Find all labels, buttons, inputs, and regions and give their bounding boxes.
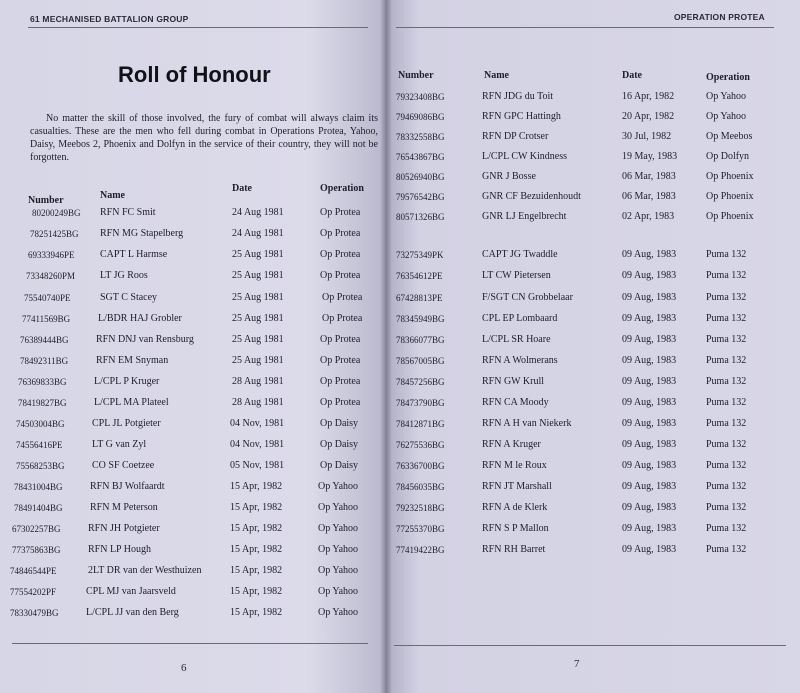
- footer-rule-left: [12, 643, 368, 644]
- col-header-number: Number: [28, 195, 64, 206]
- rank-name: RFN JDG du Toit: [482, 91, 554, 102]
- operation: Puma 132: [706, 460, 747, 471]
- rank-name: GNR LJ Engelbrecht: [482, 211, 567, 222]
- operation: Op Yahoo: [318, 481, 359, 492]
- service-number: 79469086BG: [396, 112, 445, 122]
- operation: Op Yahoo: [318, 544, 359, 555]
- table-row: [386, 436, 796, 454]
- rank-name: CPL EP Lombaard: [482, 313, 558, 324]
- table-row: [386, 246, 796, 264]
- date: 09 Aug, 1983: [622, 313, 677, 324]
- operation: Op Daisy: [320, 418, 359, 429]
- date: 25 Aug 1981: [232, 270, 284, 281]
- rank-name: L/CPL P Kruger: [94, 376, 160, 387]
- service-number: 78332558BG: [396, 132, 445, 142]
- date: 15 Apr, 1982: [230, 607, 283, 618]
- rank-name: RFN EM Snyman: [96, 355, 169, 366]
- rank-name: L/CPL CW Kindness: [482, 151, 568, 162]
- rank-name: RFN FC Smit: [100, 207, 156, 218]
- table-row: [0, 204, 380, 222]
- rank-name: LT JG Roos: [100, 270, 148, 281]
- rank-name: RFN JH Potgieter: [88, 523, 160, 534]
- service-number: 77255370BG: [396, 524, 445, 534]
- operation: Op Yahoo: [706, 91, 747, 102]
- service-number: 77419422BG: [396, 545, 445, 555]
- rank-name: LT G van Zyl: [92, 439, 147, 450]
- table-row: [0, 478, 380, 496]
- operation: Puma 132: [706, 502, 747, 513]
- table-row: [0, 352, 380, 370]
- table-row: [0, 289, 380, 307]
- table-row: [386, 148, 796, 166]
- operation: Op Yahoo: [318, 502, 359, 513]
- operation: Op Protea: [320, 376, 361, 387]
- operation: Puma 132: [706, 249, 747, 260]
- date: 19 May, 1983: [622, 151, 678, 162]
- service-number: 76336700BG: [396, 461, 445, 471]
- rank-name: CPL JL Potgieter: [92, 418, 161, 429]
- operation: Puma 132: [706, 334, 747, 345]
- service-number: 67428813PE: [396, 293, 443, 303]
- table-row: [0, 415, 380, 433]
- table-row: [0, 225, 380, 243]
- rank-name: RFN LP Hough: [88, 544, 151, 555]
- date: 25 Aug 1981: [232, 313, 284, 324]
- date: 04 Nov, 1981: [230, 439, 285, 450]
- service-number: 78473790BG: [396, 398, 445, 408]
- operation: Op Protea: [320, 228, 361, 239]
- operation: Op Phoenix: [706, 191, 754, 202]
- operation: Op Yahoo: [318, 565, 359, 576]
- service-number: 77554202PF: [10, 587, 57, 597]
- table-row: [386, 168, 796, 186]
- operation: Op Protea: [322, 292, 363, 303]
- rank-name: CPL MJ van Jaarsveld: [86, 586, 176, 597]
- operation: Puma 132: [706, 292, 747, 303]
- operation: Puma 132: [706, 355, 747, 366]
- date: 15 Apr, 1982: [230, 544, 283, 555]
- service-number: 78456035BG: [396, 482, 445, 492]
- date: 09 Aug, 1983: [622, 355, 677, 366]
- operation: Puma 132: [706, 523, 747, 534]
- operation: Op Phoenix: [706, 171, 754, 182]
- col-header-operation: Operation: [320, 183, 364, 194]
- rank-name: SGT C Stacey: [100, 292, 158, 303]
- rank-name: L/BDR HAJ Grobler: [98, 313, 182, 324]
- table-row: [386, 289, 796, 307]
- service-number: 78491404BG: [14, 503, 63, 513]
- rank-name: RFN A Wolmerans: [482, 355, 558, 366]
- table-row: [386, 352, 796, 370]
- service-number: 78419827BG: [18, 398, 67, 408]
- table-row: [0, 373, 380, 391]
- service-number: 69333946PE: [28, 250, 75, 260]
- col-header-name: Name: [484, 70, 509, 81]
- date: 09 Aug, 1983: [622, 270, 677, 281]
- service-number: 77375863BG: [12, 545, 61, 555]
- date: 15 Apr, 1982: [230, 502, 283, 513]
- running-head-left: 61 MECHANISED BATTALION GROUP: [30, 14, 189, 24]
- date: 05 Nov, 1981: [230, 460, 285, 471]
- operation: Op Protea: [320, 270, 361, 281]
- service-number: 78366077BG: [396, 335, 445, 345]
- date: 28 Aug 1981: [232, 397, 284, 408]
- date: 09 Aug, 1983: [622, 439, 677, 450]
- operation: Op Daisy: [320, 460, 359, 471]
- service-number: 67302257BG: [12, 524, 61, 534]
- date: 09 Aug, 1983: [622, 292, 677, 303]
- rank-name: RFN A H van Niekerk: [482, 418, 572, 429]
- date: 25 Aug 1981: [232, 292, 284, 303]
- rank-name: RFN GPC Hattingh: [482, 111, 561, 122]
- date: 28 Aug 1981: [232, 376, 284, 387]
- service-number: 78345949BG: [396, 314, 445, 324]
- table-row: [386, 478, 796, 496]
- table-row: [386, 331, 796, 349]
- rank-name: RFN MG Stapelberg: [100, 228, 184, 239]
- table-row: [386, 394, 796, 412]
- table-row: [0, 604, 380, 622]
- service-number: 78457256BG: [396, 377, 445, 387]
- table-row: [386, 541, 796, 559]
- service-number: 74846544PE: [10, 566, 57, 576]
- col-header-date: Date: [232, 183, 252, 194]
- rank-name: CO SF Coetzee: [92, 460, 155, 471]
- date: 09 Aug, 1983: [622, 249, 677, 260]
- service-number: 75540740PE: [24, 293, 71, 303]
- table-row: [0, 331, 380, 349]
- date: 25 Aug 1981: [232, 334, 284, 345]
- table-row: [0, 457, 380, 475]
- table-row: [386, 373, 796, 391]
- table-row: [0, 520, 380, 538]
- table-row: [386, 128, 796, 146]
- operation: Op Protea: [322, 313, 363, 324]
- col-header-operation: Operation: [706, 72, 750, 83]
- date: 15 Apr, 1982: [230, 586, 283, 597]
- table-row: [386, 188, 796, 206]
- operation: Op Yahoo: [318, 607, 359, 618]
- table-row: [0, 562, 380, 580]
- date: 30 Jul, 1982: [622, 131, 672, 142]
- date: 16 Apr, 1982: [622, 91, 675, 102]
- operation: Op Protea: [320, 249, 361, 260]
- operation: Op Protea: [320, 207, 361, 218]
- service-number: 76354612PE: [396, 271, 443, 281]
- date: 09 Aug, 1983: [622, 502, 677, 513]
- operation: Puma 132: [706, 544, 747, 555]
- table-row: [0, 436, 380, 454]
- rank-name: RFN DP Crotser: [482, 131, 549, 142]
- rank-name: CAPT L Harmse: [100, 249, 168, 260]
- date: 09 Aug, 1983: [622, 523, 677, 534]
- table-row: [0, 541, 380, 559]
- service-number: 76543867BG: [396, 152, 445, 162]
- operation: Op Phoenix: [706, 211, 754, 222]
- left-page: [0, 0, 386, 693]
- right-page: [386, 0, 800, 693]
- table-row: [386, 267, 796, 285]
- service-number: 77411569BG: [22, 314, 71, 324]
- date: 15 Apr, 1982: [230, 565, 283, 576]
- date: 09 Aug, 1983: [622, 397, 677, 408]
- operation: Op Yahoo: [318, 523, 359, 534]
- rank-name: RFN RH Barret: [482, 544, 546, 555]
- date: 09 Aug, 1983: [622, 460, 677, 471]
- date: 09 Aug, 1983: [622, 418, 677, 429]
- date: 25 Aug 1981: [232, 249, 284, 260]
- table-row: [386, 310, 796, 328]
- table-row: [386, 415, 796, 433]
- table-row: [0, 246, 380, 264]
- rank-name: RFN A Kruger: [482, 439, 541, 450]
- rank-name: GNR CF Bezuidenhoudt: [482, 191, 581, 202]
- operation: Puma 132: [706, 313, 747, 324]
- table-row: [386, 108, 796, 126]
- service-number: 76389444BG: [20, 335, 69, 345]
- operation: Puma 132: [706, 418, 747, 429]
- service-number: 73348260PM: [26, 271, 76, 281]
- footer-rule-right: [394, 645, 786, 646]
- rank-name: GNR J Bosse: [482, 171, 536, 182]
- rank-name: LT CW Pietersen: [482, 270, 551, 281]
- rank-name: L/CPL JJ van den Berg: [86, 607, 179, 618]
- operation: Puma 132: [706, 397, 747, 408]
- rank-name: RFN A de Klerk: [482, 502, 548, 513]
- table-row: [386, 520, 796, 538]
- service-number: 80571326BG: [396, 212, 445, 222]
- date: 02 Apr, 1983: [622, 211, 675, 222]
- date: 06 Mar, 1983: [622, 171, 676, 182]
- table-row: [386, 499, 796, 517]
- service-number: 78251425BG: [30, 229, 79, 239]
- operation: Op Protea: [320, 355, 361, 366]
- operation: Op Meebos: [706, 131, 753, 142]
- rank-name: CAPT JG Twaddle: [482, 249, 558, 260]
- service-number: 74556416PE: [16, 440, 63, 450]
- date: 20 Apr, 1982: [622, 111, 675, 122]
- service-number: 78567005BG: [396, 356, 445, 366]
- running-head-right: OPERATION PROTEA: [674, 12, 765, 22]
- service-number: 75568253BG: [16, 461, 65, 471]
- col-header-date: Date: [622, 70, 642, 81]
- rank-name: RFN S P Mallon: [482, 523, 549, 534]
- date: 15 Apr, 1982: [230, 481, 283, 492]
- rank-name: RFN DNJ van Rensburg: [96, 334, 194, 345]
- operation: Op Yahoo: [318, 586, 359, 597]
- service-number: 78431004BG: [14, 482, 63, 492]
- table-row: [386, 208, 796, 226]
- service-number: 80526940BG: [396, 172, 445, 182]
- rank-name: 2LT DR van der Westhuizen: [88, 565, 202, 576]
- date: 24 Aug 1981: [232, 207, 284, 218]
- operation: Op Daisy: [320, 439, 359, 450]
- date: 06 Mar, 1983: [622, 191, 676, 202]
- table-row: [386, 88, 796, 106]
- service-number: 78412871BG: [396, 419, 445, 429]
- service-number: 73275349PK: [396, 250, 444, 260]
- table-row: [0, 267, 380, 285]
- rank-name: RFN M le Roux: [482, 460, 547, 471]
- service-number: 79323408BG: [396, 92, 445, 102]
- header-rule-left: [28, 27, 368, 28]
- rank-name: RFN JT Marshall: [482, 481, 552, 492]
- operation: Op Yahoo: [706, 111, 747, 122]
- rank-name: RFN M Peterson: [90, 502, 158, 513]
- rank-name: L/CPL MA Plateel: [94, 397, 169, 408]
- rank-name: RFN GW Krull: [482, 376, 545, 387]
- operation: Puma 132: [706, 481, 747, 492]
- page-title: Roll of Honour: [118, 62, 271, 87]
- service-number: 78492311BG: [20, 356, 69, 366]
- rank-name: F/SGT CN Grobbelaar: [482, 292, 573, 303]
- operation: Op Protea: [320, 397, 361, 408]
- rank-name: RFN CA Moody: [482, 397, 549, 408]
- date: 15 Apr, 1982: [230, 523, 283, 534]
- col-header-number: Number: [398, 70, 434, 81]
- operation: Op Dolfyn: [706, 151, 750, 162]
- header-rule-right: [396, 27, 774, 28]
- date: 24 Aug 1981: [232, 228, 284, 239]
- page-number-left: 6: [181, 662, 187, 674]
- rank-name: L/CPL SR Hoare: [482, 334, 551, 345]
- operation: Puma 132: [706, 270, 747, 281]
- service-number: 76369833BG: [18, 377, 67, 387]
- date: 09 Aug, 1983: [622, 481, 677, 492]
- date: 09 Aug, 1983: [622, 334, 677, 345]
- date: 25 Aug 1981: [232, 355, 284, 366]
- operation: Puma 132: [706, 376, 747, 387]
- rank-name: RFN BJ Wolfaardt: [90, 481, 165, 492]
- service-number: 79232518BG: [396, 503, 445, 513]
- operation: Op Protea: [320, 334, 361, 345]
- date: 04 Nov, 1981: [230, 418, 285, 429]
- table-row: [0, 394, 380, 412]
- page-number-right: 7: [574, 658, 580, 670]
- date: 09 Aug, 1983: [622, 544, 677, 555]
- table-row: [0, 499, 380, 517]
- date: 09 Aug, 1983: [622, 376, 677, 387]
- table-row: [386, 457, 796, 475]
- service-number: 76275536BG: [396, 440, 445, 450]
- service-number: 78330479BG: [10, 608, 59, 618]
- col-header-name: Name: [100, 190, 125, 201]
- intro-paragraph: No matter the skill of those involved, the fury of combat will always claim its casualties. These are the men who fell during combat in Operations Protea, Yahoo, Daisy, Meebos 2, Phoenix and Dolfyn in the service of their country, they will not be forgotten.: [30, 113, 378, 163]
- operation: Puma 132: [706, 439, 747, 450]
- service-number: 80200249BG: [32, 208, 81, 218]
- service-number: 74503004BG: [16, 419, 65, 429]
- book-gutter: [380, 0, 392, 693]
- table-row: [0, 583, 380, 601]
- service-number: 79576542BG: [396, 192, 445, 202]
- table-row: [0, 310, 380, 328]
